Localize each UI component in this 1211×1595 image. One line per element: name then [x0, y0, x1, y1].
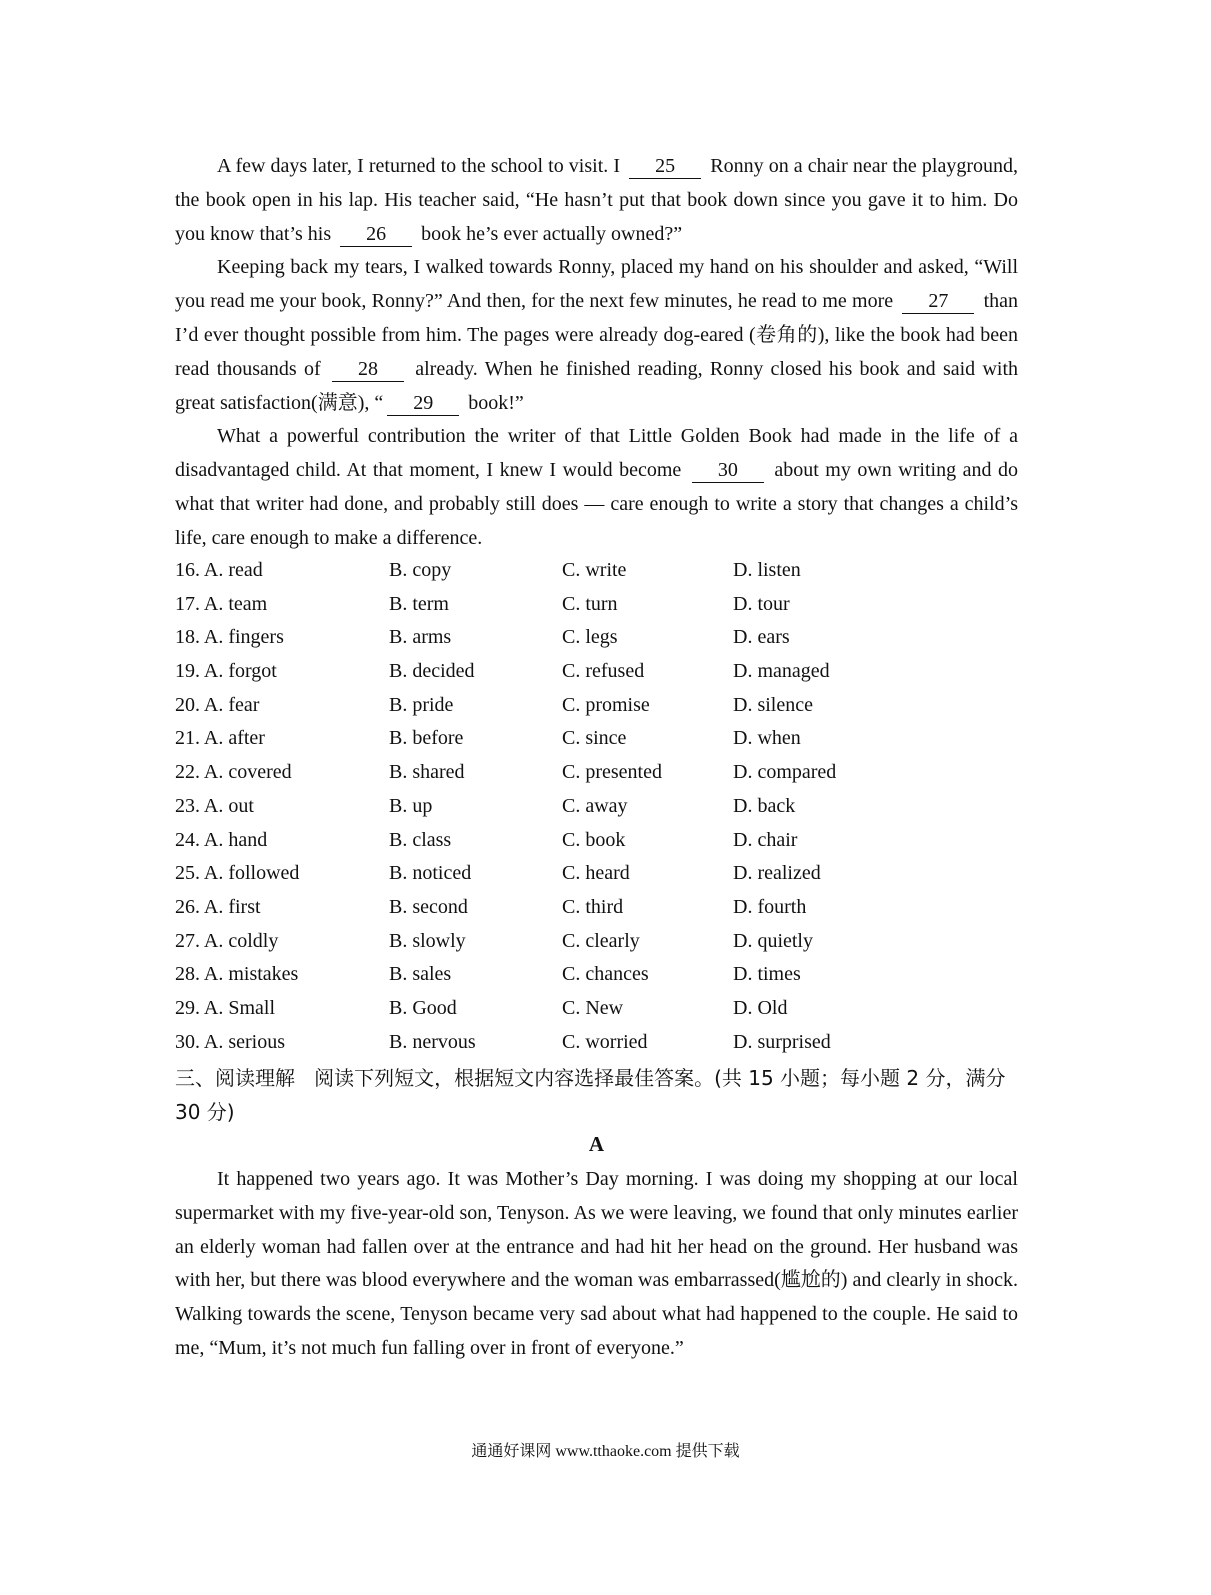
option-d: D. realized: [733, 862, 821, 885]
option-b: B. pride: [389, 693, 454, 716]
option-c: C. New: [562, 996, 624, 1019]
option-row: [175, 621, 1018, 655]
blank-28: 28: [332, 357, 404, 382]
passage-heading: A: [588, 1132, 605, 1156]
option-row: [175, 655, 1018, 689]
cloze-passage: [175, 150, 1018, 556]
option-d: D. fourth: [733, 895, 807, 918]
option-c: C. clearly: [562, 929, 640, 952]
option-a: 22. A. covered: [175, 761, 292, 784]
option-row: [175, 689, 1018, 723]
blank-29: 29: [387, 391, 459, 416]
option-b: B. arms: [389, 626, 452, 649]
option-a: 18. A. fingers: [175, 626, 284, 649]
blank-25: 25: [629, 154, 701, 179]
option-row: [175, 722, 1018, 756]
paragraph-1: [175, 150, 1018, 251]
option-row: [175, 992, 1018, 1026]
option-d: D. ears: [733, 626, 790, 649]
option-a: 29. A. Small: [175, 996, 276, 1019]
option-b: B. term: [389, 592, 449, 615]
option-a: 17. A. team: [175, 592, 268, 615]
option-c: C. promise: [562, 693, 650, 716]
option-d: D. compared: [733, 761, 837, 784]
paragraph-text: about my own writing and do what that writer had done, and probably still does — care enough to write a story that changes a child’s life, care enough to make a difference.: [175, 459, 1018, 549]
paragraph-text: book he’s ever actually owned?”: [421, 222, 683, 245]
option-c: C. presented: [562, 761, 662, 784]
option-b: B. class: [389, 828, 452, 851]
option-d: D. when: [733, 727, 801, 750]
option-row: [175, 1026, 1018, 1060]
blank-27: 27: [902, 289, 974, 314]
option-row: [175, 554, 1018, 588]
option-c: C. refused: [562, 660, 645, 683]
option-row: [175, 790, 1018, 824]
option-a: 24. A. hand: [175, 828, 268, 851]
option-a: 25. A. followed: [175, 862, 300, 885]
option-c: C. chances: [562, 963, 649, 986]
option-a: 21. A. after: [175, 727, 265, 750]
paragraph-text: than I’d ever thought possible from him. The pages were already dog-eared (卷角的), like the book had been read thousands of: [175, 290, 1019, 380]
option-a: 20. A. fear: [175, 693, 260, 716]
paragraph-text: already. When he finished reading, Ronny closed his book and said with great satisfaction(满意), “: [175, 357, 1019, 414]
option-d: D. quietly: [733, 929, 813, 952]
option-b: B. second: [389, 895, 468, 918]
paragraph-text: book!”: [468, 391, 524, 414]
option-b: B. up: [389, 794, 433, 817]
option-a: 23. A. out: [175, 794, 254, 817]
option-c: C. legs: [562, 626, 618, 649]
option-d: D. listen: [733, 559, 801, 581]
paragraph-3: [175, 420, 1018, 555]
option-row: [175, 857, 1018, 891]
option-c: C. worried: [562, 1030, 648, 1053]
option-a: 16. A. read: [175, 559, 263, 581]
option-d: D. Old: [733, 996, 788, 1019]
option-c: C. third: [562, 895, 624, 918]
option-c: C. write: [562, 559, 627, 581]
blank-30: 30: [692, 458, 764, 483]
option-b: B. noticed: [389, 862, 472, 885]
section-3-instructions: [175, 1062, 1018, 1129]
option-c: C. book: [562, 828, 626, 851]
option-b: B. slowly: [389, 929, 466, 952]
option-b: B. copy: [389, 559, 452, 581]
option-d: D. managed: [733, 660, 830, 683]
footer-text: 通通好课网 www.tthaoke.com 提供下载: [471, 1443, 740, 1460]
paragraph-text: What a powerful contribution the writer of that Little Golden Book had made in the life of a disadvantaged child. At that moment, I knew I would become: [175, 425, 1018, 482]
passage-a-text: It happened two years ago. It was Mother’s Day morning. I was doing my shopping at our local supermarket with my five-year-old son, Tenyson. As we were leaving, we found that only minutes earlier an elderly woman had fallen over at the entrance and had hit her head on the ground. Her husband was with her, but there was blood everywhere and the woman was embarrassed(尴尬的) and clearly in shock. Walking towards the scene, Tenyson became very sad about what had happened to the couple. He said to me, “Mum, it’s not much fun falling over in front of everyone.”: [175, 1168, 1018, 1359]
option-b: B. sales: [389, 963, 452, 986]
option-d: D. times: [733, 963, 801, 986]
paragraph-2: [175, 251, 1018, 420]
option-d: D. silence: [733, 693, 813, 716]
option-d: D. surprised: [733, 1030, 831, 1053]
option-b: B. before: [389, 727, 464, 750]
option-a: 27. A. coldly: [175, 929, 279, 952]
option-row: [175, 891, 1018, 925]
option-row: [175, 925, 1018, 959]
option-c: C. away: [562, 794, 628, 817]
option-row: [175, 958, 1018, 992]
option-d: D. back: [733, 794, 796, 817]
section-instructions: 阅读下列短文，根据短文内容选择最佳答案。(共 15 小题；每小题 2 分，满分 30 分): [175, 1066, 1006, 1124]
option-b: B. nervous: [389, 1030, 476, 1053]
option-b: B. shared: [389, 761, 465, 784]
blank-26: 26: [340, 222, 412, 247]
option-a: 19. A. forgot: [175, 660, 277, 683]
reading-passage-a: [175, 1163, 1018, 1366]
option-a: 26. A. first: [175, 895, 261, 918]
paragraph-text: Ronny on a chair near the playground, the book open in his lap. His teacher said, “He hasn’t put that book down since you gave it to him. Do you know that’s his: [175, 155, 1019, 245]
option-d: D. tour: [733, 592, 790, 615]
answer-options: [175, 554, 1018, 1059]
paragraph-text: Keeping back my tears, I walked towards Ronny, placed my hand on his shoulder and asked, “Will you read me your book, Ronny?” And then, for the next few minutes, he read to me more: [175, 256, 1018, 313]
option-a: 28. A. mistakes: [175, 963, 299, 986]
option-row: [175, 756, 1018, 790]
option-b: B. decided: [389, 660, 475, 683]
option-row: [175, 588, 1018, 622]
option-c: C. heard: [562, 862, 630, 885]
section-title: 三、阅读理解: [175, 1066, 295, 1090]
option-c: C. since: [562, 727, 627, 750]
option-row: [175, 824, 1018, 858]
option-a: 30. A. serious: [175, 1030, 285, 1053]
option-d: D. chair: [733, 828, 798, 851]
option-b: B. Good: [389, 996, 457, 1019]
paragraph-text: A few days later, I returned to the school to visit. I: [217, 155, 621, 177]
option-c: C. turn: [562, 592, 618, 615]
